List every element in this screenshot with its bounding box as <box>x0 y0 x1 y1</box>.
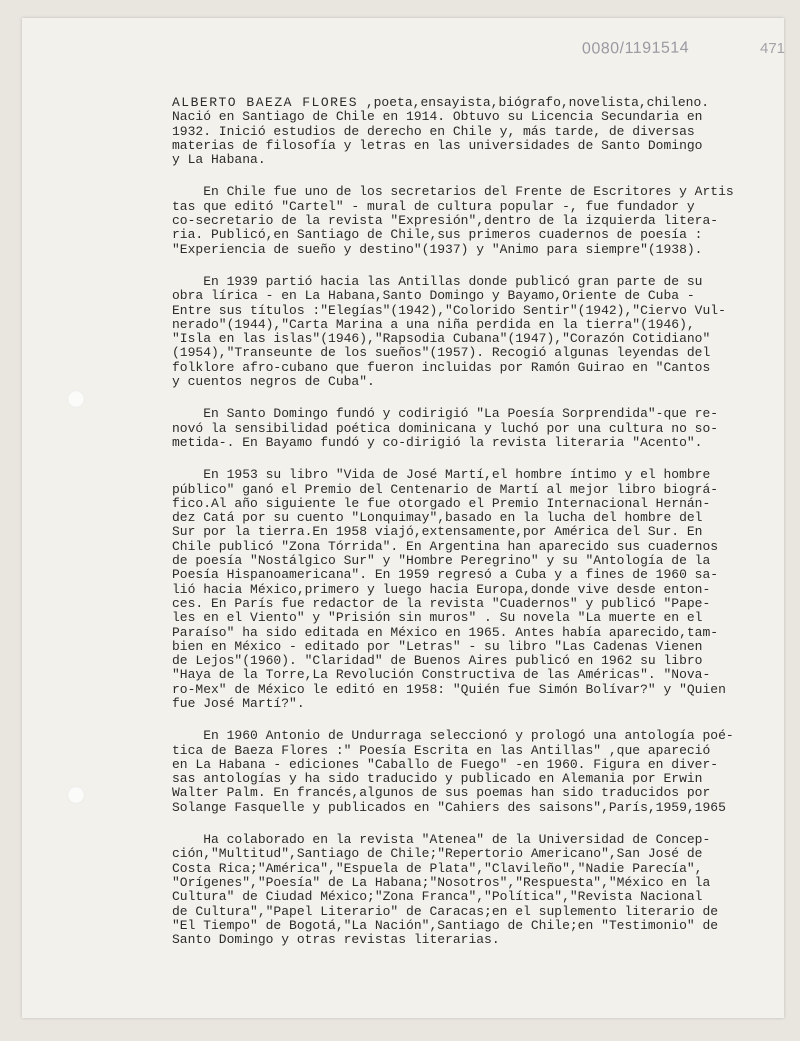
text-line: metida-. En Bayamo fundó y co-dirigió la revista literaria "Acento". <box>172 434 703 450</box>
paragraph <box>172 468 797 711</box>
text-line: en La Habana - ediciones "Caballo de Fuego" -en 1960. Figura en diver- <box>172 756 719 772</box>
text-line: novó la sensibilidad poética dominicana y luchó por una cultura no so- <box>172 420 719 436</box>
archive-number: 0080/1191514 <box>581 39 690 58</box>
text-line: bien en México - editado por "Letras" - su libro "Las Cadenas Vienen <box>172 638 703 654</box>
text-line: folklore afro-cubano que fueron incluidas por Ramón Guirao en "Cantos <box>172 359 711 375</box>
text-line: Santo Domingo y otras revistas literarias. <box>172 932 500 948</box>
text-line: ces. En París fue redactor de la revista "Cuadernos" y publicó "Pape- <box>172 595 711 611</box>
text-line: Costa Rica;"América","Espuela de Plata","Clavileño","Nadie Parecía", <box>172 860 703 876</box>
text-line: Solange Fasquelle y publicados en "Cahiers des saisons",París,1959,1965 <box>172 799 726 815</box>
text-line: de poesía "Nostálgico Sur" y "Hombre Peregrino" y su "Antología de la <box>172 553 711 569</box>
text-line: Entre sus títulos :"Elegías"(1942),"Colorido Sentir"(1942),"Ciervo Vul- <box>172 302 726 318</box>
text-line: fico.Al año siguiente le fue otorgado el Premio Internacional Hernán- <box>172 495 711 511</box>
text-line: obra lírica - en La Habana,Santo Domingo y Bayamo,Oriente de Cuba - <box>172 288 695 304</box>
text-line: Paraíso" ha sido editada en México en 1965. Antes había aparecido,tam- <box>172 624 719 640</box>
text-line: Cultura" de Ciudad México;"Zona Franca","Política","Revista Nacional <box>172 889 703 905</box>
text-line: co-secretario de la revista "Expresión",dentro de la izquierda litera- <box>172 213 719 229</box>
text-line: y La Habana. <box>172 152 266 168</box>
text-line: "Orígenes","Poesía" de La Habana;"Nosotros","Respuesta","México en la <box>172 874 711 890</box>
text-line: Ha colaborado en la revista "Atenea" de la Universidad de Concep- <box>172 832 711 848</box>
text-line: tas que editó "Cartel" - mural de cultura popular -, fue fundador y <box>172 198 695 214</box>
text-line: En Chile fue uno de los secretarios del Frente de Escritores y Artis <box>172 184 734 200</box>
text-line: fue José Martí?". <box>172 695 305 711</box>
text-line: Chile publicó "Zona Tórrida". En Argentina han aparecido sus cuadernos <box>172 538 719 554</box>
biography-text <box>172 96 797 965</box>
text-line: público" ganó el Premio del Centenario de Martí al mejor libro biográ- <box>172 481 719 497</box>
paragraph <box>172 407 797 450</box>
punch-hole <box>67 786 85 804</box>
text-line: "El Tiempo" de Bogotá,"La Nación",Santiago de Chile;en "Testimonio" de <box>172 917 719 933</box>
text-line-content: ,poeta,ensayista,biógrafo,novelista,chileno. <box>358 95 710 110</box>
text-line: dez Catá por su cuento "Lonquimay",basado en la lucha del hombre del <box>172 510 703 526</box>
text-line: Poesía Hispanoamericana". En 1959 regresó a Cuba y a fines de 1960 sa- <box>172 567 719 583</box>
text-line <box>172 96 797 110</box>
text-line: y cuentos negros de Cuba". <box>172 374 375 390</box>
paragraph <box>172 833 797 947</box>
punch-hole <box>67 390 85 408</box>
paragraph <box>172 729 797 815</box>
text-line: En 1953 su libro "Vida de José Martí,el hombre íntimo y el hombre <box>172 467 711 483</box>
paragraph <box>172 185 797 256</box>
text-line: nerado"(1944),"Carta Marina a una niña perdida en la tierra"(1946), <box>172 316 695 332</box>
text-line: "Isla en las islas"(1946),"Rapsodia Cubana"(1947),"Corazón Cotidiano" <box>172 331 711 347</box>
text-line: tica de Baeza Flores :" Poesía Escrita en las Antillas" ,que apareció <box>172 742 711 758</box>
text-line: sas antologías y ha sido traducido y publicado en Alemania por Erwin <box>172 771 703 787</box>
text-line: ción,"Multitud",Santiago de Chile;"Repertorio Americano",San José de <box>172 846 703 862</box>
page-number: 471 <box>760 40 786 57</box>
text-line: materias de filosofía y letras en las universidades de Santo Domingo <box>172 137 703 153</box>
text-line: En 1939 partió hacia las Antillas donde publicó gran parte de su <box>172 273 703 289</box>
text-line: 1932. Inició estudios de derecho en Chile y, más tarde, de diversas <box>172 123 695 139</box>
text-line: les en el Viento" y "Prisión sin muros" . Su novela "La muerte en el <box>172 610 703 626</box>
text-line: (1954),"Transeunte de los sueños"(1957). Recogió algunas leyendas del <box>172 345 711 361</box>
paragraph <box>172 275 797 389</box>
text-line: Nació en Santiago de Chile en 1914. Obtuvo su Licencia Secundaria en <box>172 109 703 125</box>
text-line: Walter Palm. En francés,algunos de sus poemas han sido traducidos por <box>172 785 711 801</box>
text-line: lió hacia México,primero y luego hacia Europa,donde vive desde enton- <box>172 581 711 597</box>
text-line: ria. Publicó,en Santiago de Chile,sus primeros cuadernos de poesía : <box>172 227 703 243</box>
text-line: de Cultura","Papel Literario" de Caracas;en el suplemento literario de <box>172 903 719 919</box>
text-line: de Lejos"(1960). "Claridad" de Buenos Aires publicó en 1962 su libro <box>172 653 703 669</box>
text-line: En Santo Domingo fundó y codirigió "La Poesía Sorprendida"-que re- <box>172 406 719 422</box>
author-name: ALBERTO BAEZA FLORES <box>172 95 359 110</box>
text-line: "Haya de la Torre,La Revolución Constructiva de las Américas". "Nova- <box>172 667 711 683</box>
paragraph <box>172 96 797 167</box>
text-line: "Experiencia de sueño y destino"(1937) y "Animo para siempre"(1938). <box>172 241 703 257</box>
text-line: Sur por la tierra.En 1958 viajó,extensamente,por América del Sur. En <box>172 524 703 540</box>
text-line: ro-Mex" de México le editó en 1958: "Quién fue Simón Bolívar?" y "Quien <box>172 681 726 697</box>
text-line: En 1960 Antonio de Undurraga seleccionó y prologó una antología poé- <box>172 728 734 744</box>
